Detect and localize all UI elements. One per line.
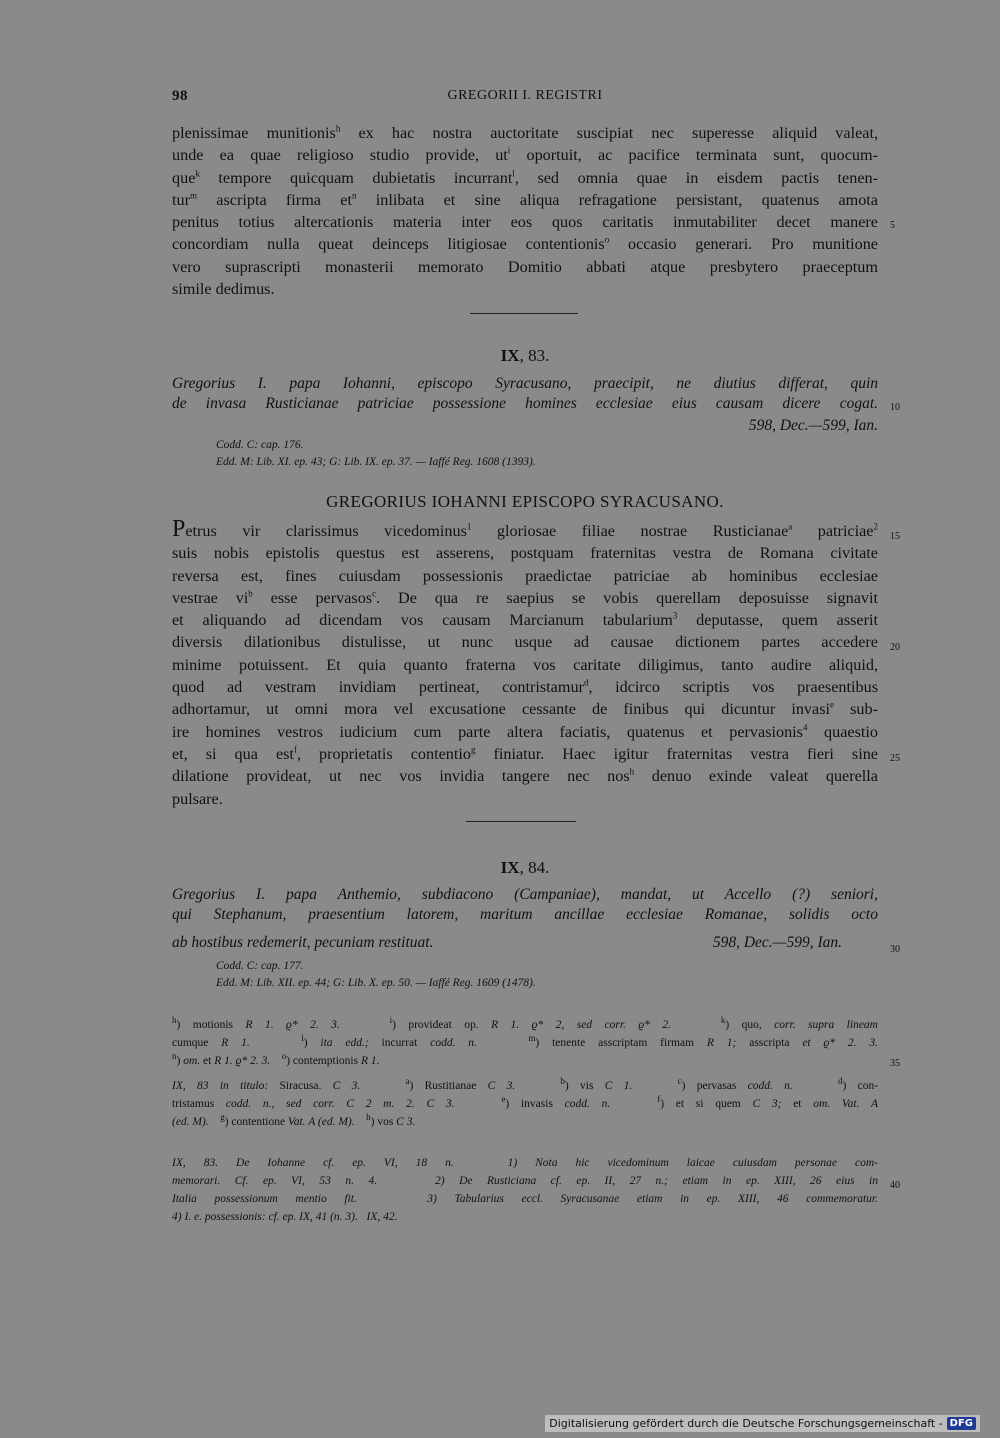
text-line: Italia possessionum mentio fit. 3) Tabularius eccl. Syracusanae etiam in ep. XIII, 46 commemoratur.: [172, 1193, 878, 1205]
document-number: IX, 83.: [500, 346, 550, 365]
credit-text: Digitalisierung gefördert durch die Deutsche Forschungsgemeinschaft -: [549, 1417, 943, 1430]
document-number: IX, 84.: [500, 858, 550, 877]
text-line: reversa est, fines cuiusdam possessionis praedictae patriciae ab hominibus ecclesiae: [172, 566, 878, 585]
text-line: et, si qua est$^f$, proprietatis contentio$^g$ finiatur. Haec igitur fraternitas vestra fieri sine: [172, 744, 878, 763]
running-title: GREGORII I. REGISTRI: [447, 88, 603, 103]
line-number: 40: [890, 1180, 900, 1191]
line-number: 25: [890, 753, 900, 764]
text-line: minime potuissent. Et quia quanto fraterna vos caritate diligimus, tanto audire aliquid,: [172, 655, 878, 674]
text-line: tur$^m$ ascripta firma $et^n$ inlibata et sine aliqua refragatione persistant, quatenus amota: [172, 190, 878, 209]
line-number: 15: [890, 531, 900, 542]
text-line: $^n$) om. et R 1. ϱ* 2. 3. $^o$) contemptionis R 1.: [172, 1051, 380, 1067]
commentary-notes: [172, 1154, 878, 1226]
document-summary: [172, 885, 878, 925]
text-line: Gregorius I. papa Iohanni, episcopo Syracusano, praecipit, ne diutius differat, quin: [172, 375, 878, 392]
line-number: 35: [890, 1058, 900, 1069]
textual-notes-83: [172, 1077, 878, 1131]
text-line: simile dedimus.: [172, 280, 275, 299]
text-line: de invasa Rusticianae patriciae possessione homines ecclesiae eius causam dicere cogat.: [172, 395, 878, 412]
line-number: 30: [890, 944, 900, 955]
text-line: (ed. M). $^g$) contentione Vat. A (ed. M). $^h$) vos C 3.: [172, 1112, 416, 1128]
text-line: concordiam nulla queat deinceps litigiosae contentionis$^o$ occasio generari. Pro munitione: [172, 235, 878, 254]
text-line: penitus totius altercationis materia inter eos quos caritatis inmutabiliter decet manere: [172, 213, 878, 232]
text-line: vestrae $vi^b$ esse pervasos$^c$. De qua re saepius se vobis querellam deposuisse signavit: [172, 588, 878, 607]
document-date: 598, Dec.—599, Ian.: [748, 417, 878, 434]
text-line: unde ea quae religioso studio provide, $ut^i$ oportuit, ac pacifice terminata sunt, quocum-: [172, 145, 878, 165]
drop-capital: P: [172, 516, 186, 542]
text-line: et aliquando ad dicendam vos causam Marcianum tabularium$^3$ deputasse, quem asserit: [172, 610, 879, 630]
text-line: que$^k$ tempore quicquam dubietatis incurrant$^l$, sed omnia quae in eisdem pactis tenen-: [172, 168, 878, 187]
section-divider: [470, 313, 578, 314]
text-line: pulsare.: [172, 789, 223, 808]
text-line: $^h$) motionis R 1. ϱ* 2. 3. $^i$) provideat op. R 1. ϱ* 2, sed corr. ϱ* 2. $^k$) quo, corr. supra lineam: [172, 1015, 878, 1031]
text-line: 4) I. e. possessionis: cf. ep. IX, 41 (n. 3). IX, 42.: [172, 1211, 398, 1223]
text-line: adhortamur, ut omni mora vel excusatione cessante de finibus qui dicuntur invasi$^e$ sub-: [172, 699, 878, 719]
text-line: IX, 83 in titulo: Siracusa. C 3. $^a$) Rustitianae C 3. $^b$) vis C 1. $^c$) pervasas codd. n. $^d$) con-: [172, 1076, 879, 1092]
text-line: Petrus vir clarissimus vicedominus$^1$ gloriosae filiae nostrae Rusticianae$^a$ patriciae$^2$: [172, 516, 878, 542]
line-number: 5: [890, 220, 895, 231]
intro-paragraph: [172, 122, 878, 300]
page-number: 98: [172, 88, 188, 104]
text-line: dilatione provideat, ut nec vos invidia tangere nec nos$^h$ denuo exinde valeat querella: [172, 766, 878, 786]
editions-line: Edd. M: Lib. XII. ep. 44; G: Lib. X. ep. 50. — Iaffé Reg. 1609 (1478).: [216, 977, 536, 989]
codices-line: Codd. C: cap. 176.: [216, 439, 304, 451]
text-line: suis nobis epistolis questus est asserens, postquam fraternitas vestra de Romana civitate: [172, 544, 878, 563]
text-line: Gregorius I. papa Anthemio, subdiacono (Campaniae), mandat, ut Accello (?) seniori,: [172, 886, 878, 903]
letter-heading: GREGORIUS IOHANNI EPISCOPO SYRACUSANO.: [326, 492, 724, 511]
text-line: memorari. Cf. ep. VI, 53 n. 4. 2) De Rusticiana cf. ep. II, 27 n.; etiam in ep. XIII, 26 eius in: [172, 1175, 878, 1187]
letter-body: [172, 516, 879, 810]
document-summary: [172, 374, 878, 414]
editions-line: Edd. M: Lib. XI. ep. 43; G: Lib. IX. ep. 37. — Iaffé Reg. 1608 (1393).: [216, 456, 536, 468]
text-line: diversis dilationibus distulisse, ut nunc usque ad causae dictionem partes accedere: [172, 633, 878, 652]
section-divider: [466, 821, 576, 822]
text-line: plenissimae munitionis$^h$ ex hac nostra auctoritate suscipiat nec superesse aliquid valeat,: [172, 123, 878, 142]
text-line: cumque R 1. $^l$) ita edd.; incurrat codd. n. $^m$) tenente asscriptam firmam R 1; asscripta et ϱ* 2. 3.: [172, 1033, 879, 1049]
codices-line: Codd. C: cap. 177.: [216, 960, 304, 972]
text-line: ire homines vestros iudicium cum parte altera faciatis, quatenus et pervasionis$^4$ quaestio: [172, 722, 879, 741]
document-summary-last: ab hostibus redemerit, pecuniam restituat. 598, Dec.—599, Ian.: [172, 934, 842, 951]
text-line: qui Stephanum, praesentium latorem, maritum ancillae ecclesiae Romanae, solidis octo: [172, 906, 878, 923]
line-number: 20: [890, 642, 900, 653]
document-date: 598, Dec.—599, Ian.: [712, 934, 842, 951]
line-number: 10: [890, 402, 900, 413]
textual-notes: [172, 1016, 878, 1070]
dfg-logo: DFG: [947, 1417, 976, 1430]
text-line: IX, 83. De Iohanne cf. ep. VI, 18 n. 1) Nota hic vicedominum laicae cuiusdam personae com-: [172, 1157, 878, 1169]
digitization-credit: [545, 1415, 980, 1432]
text-line: tristamus codd. n., sed corr. C 2 m. 2. C 3. $^e$) invasis codd. n. $^f$) et si quem C 3; et om. Vat. A: [172, 1094, 879, 1110]
text-line: vero suprascripti monasterii memorato Domitio abbati atque presbytero praeceptum: [172, 257, 878, 276]
text-line: quod ad vestram invidiam pertineat, contristamur$^d$, idcirco scriptis vos praesentibus: [172, 677, 878, 697]
